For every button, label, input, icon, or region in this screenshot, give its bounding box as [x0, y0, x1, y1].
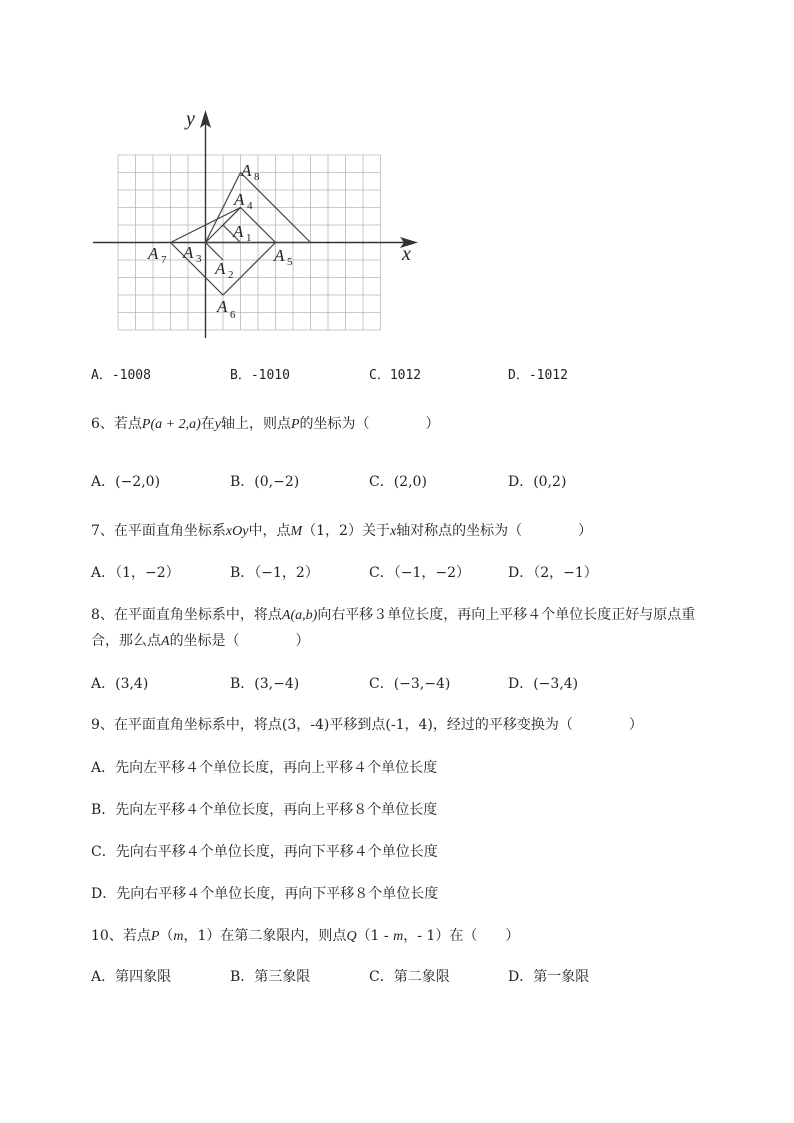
- svg-text:A: A: [241, 161, 252, 180]
- segment-a3-a2: [206, 243, 224, 261]
- axis-x-label: x: [402, 243, 411, 265]
- q9-option-c[interactable]: C．先向右平移４个单位长度，再向下平移４个单位长度: [91, 844, 438, 860]
- axis-y-label: y: [186, 108, 195, 130]
- q9-option-a[interactable]: A．先向左平移４个单位长度，再向上平移４个单位长度: [91, 760, 438, 776]
- q5-option-c[interactable]: C．1012: [369, 368, 422, 383]
- q5-option-d[interactable]: D．-1012: [508, 368, 568, 383]
- svg-text:4: 4: [247, 200, 253, 212]
- q7-option-a[interactable]: A．（1，−2）: [91, 565, 180, 581]
- q5-option-b[interactable]: B．-1010: [230, 368, 290, 383]
- q6-option-d[interactable]: D．(0,2): [508, 474, 567, 490]
- svg-text:6: 6: [230, 309, 236, 321]
- svg-text:1: 1: [246, 232, 252, 244]
- point-label-a3: [182, 243, 202, 265]
- figure-svg: [88, 108, 428, 338]
- q9-option-b[interactable]: B．先向左平移４个单位长度，再向上平移８个单位长度: [91, 802, 438, 818]
- point-label-a4: [233, 190, 253, 212]
- svg-text:A: A: [183, 243, 194, 262]
- q9-option-d[interactable]: D．先向右平移４个单位长度，再向下平移８个单位长度: [91, 886, 439, 902]
- q7-option-c[interactable]: C．（−1，−2）: [369, 565, 470, 581]
- svg-text:7: 7: [161, 254, 167, 266]
- q10-option-b[interactable]: B．第三象限: [230, 969, 311, 985]
- q6-option-c[interactable]: C．(2,0): [369, 474, 427, 490]
- q10-stem: 10、若点P（m，1）在第二象限内，则点Q（1 - m，- 1）在（ ）: [91, 928, 520, 944]
- q5-option-a[interactable]: A．-1008: [91, 368, 151, 383]
- svg-text:A: A: [148, 244, 159, 263]
- svg-text:5: 5: [287, 256, 293, 268]
- point-label-a2: [214, 259, 234, 281]
- q6-option-a[interactable]: A．(−2,0): [91, 474, 161, 490]
- svg-text:A: A: [274, 246, 285, 265]
- point-label-a7: [147, 244, 167, 266]
- point-label-a6: [216, 297, 236, 321]
- svg-text:3: 3: [196, 253, 202, 265]
- svg-text:A: A: [217, 297, 228, 316]
- point-label-a8: [240, 161, 260, 183]
- coordinate-figure: [88, 108, 428, 338]
- q7-option-d[interactable]: D．（2，−1）: [508, 565, 598, 581]
- svg-text:A: A: [233, 222, 244, 241]
- q8-stem-line2: 合，那么点A的坐标是（ ）: [91, 633, 310, 649]
- q8-option-a[interactable]: A．(3,4): [91, 676, 149, 692]
- q10-option-d[interactable]: D．第一象限: [508, 969, 590, 985]
- point-label-a5: [273, 246, 293, 268]
- q9-stem: 9、在平面直角坐标系中，将点(3，-4)平移到点(-1，4)，经过的平移变换为（ ）: [91, 717, 643, 733]
- q8-option-b[interactable]: B．(3,−4): [230, 676, 300, 692]
- q8-option-c[interactable]: C．(−3,−4): [369, 676, 451, 692]
- q7-stem: 7、在平面直角坐标系xOy中，点M（1，2）关于x轴对称点的坐标为（ ）: [91, 523, 593, 539]
- svg-text:A: A: [234, 190, 245, 209]
- svg-text:8: 8: [254, 171, 260, 183]
- q8-option-d[interactable]: D．(−3,4): [508, 676, 579, 692]
- svg-text:A: A: [215, 259, 226, 278]
- q6-option-b[interactable]: B．(0,−2): [230, 474, 300, 490]
- q8-stem-line1: 8、在平面直角坐标系中，将点A(a,b)向右平移３单位长度，再向上平移４个单位长度正好与原点重: [91, 607, 696, 623]
- q7-option-b[interactable]: B．（−1，2）: [230, 565, 319, 581]
- svg-text:2: 2: [228, 269, 234, 281]
- q6-stem: 6、若点P(a + 2,a)在y轴上，则点P的坐标为（ ）: [91, 416, 440, 432]
- q10-option-a[interactable]: A．第四象限: [91, 969, 172, 985]
- q10-option-c[interactable]: C．第二象限: [369, 969, 450, 985]
